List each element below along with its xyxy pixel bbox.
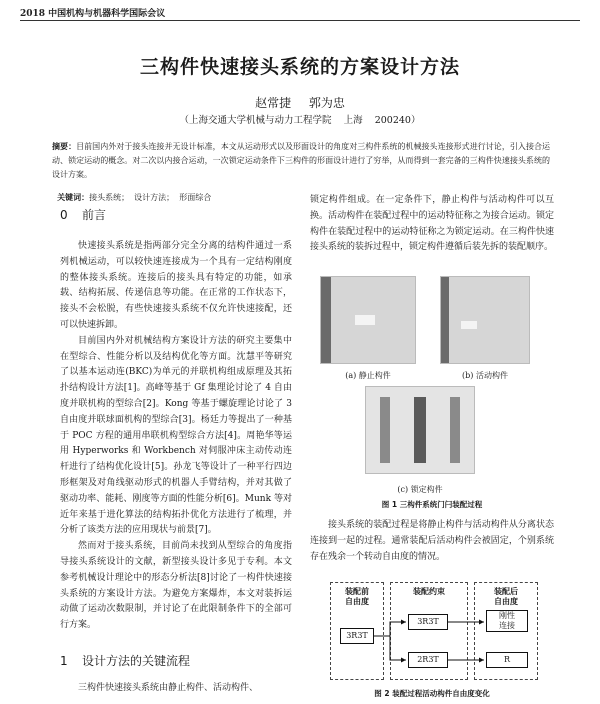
label-assembly-constraint: 装配约束 [413,586,445,596]
arrowhead-rigid [479,620,484,625]
section-0-paragraph-1: 快速接头系统是指两部分完全分离的结构件通过一系列机械运动，可以较快速连接成为一个具有一定结构刚度的整体接头系统。连接后的接头具有特定的功能，如承载、结构拓展、传递信息等功能。在正常的工作状态下，接头不会松脱，有些快速接头系统不仅允许快速接配，还可以快速拆卸。 [60,241,292,330]
box-2r3t-constraint: 2R3T [408,652,448,668]
left-column [60,206,292,634]
paper-title: 三构件快速接头系统的方案设计方法 [139,56,460,78]
right-paragraph-mid: 接头系统的装配过程是将静止构件与活动构件从分离状态连接到一起的过程。通常装配后活动构件会被固定，个别系统存在残余一个转动自由度的情况。 [310,520,554,562]
figure-1-title: 图 1 三构件系统门闩装配过程 [381,500,483,509]
figure-1-caption-c: (c) 锁定构件 [397,485,443,494]
arrow-to-2r3t [390,636,406,660]
panel-b-slot [461,321,477,329]
right-column-top [310,193,554,256]
authors [0,94,600,111]
label-after-dof: 装配后 自由度 [494,586,518,606]
section-1-number: 1 [60,654,68,668]
section-1-heading [60,652,292,669]
diagram-arrows [330,582,540,682]
affiliation: （上海交通大学机械与动力工程学院 上海 200240） [179,115,421,126]
section-0-heading [60,206,292,223]
abstract-label: 摘要： [52,142,77,151]
figure-1-panel-a [320,276,416,364]
figure-2-diagram [330,582,540,682]
section-0-paragraph-2: 目前国内外对机械结构方案设计方法的研究主要集中在型综合、性能分析以及结构优化等方面。沈慧平等研究了以基本运动连(BKC)为单元的并联机构组成原理及其拓扑结构设计方法[1]。高峰等基于 Gf 集理论讨论了 4 自由度并联机构的型综合[2]。Kong 等基于螺旋理论讨论了 3 自由度并联球面机构的型综合[3]。杨廷力等提出了一种基于 POC 方程的通用串联机构型综合方法[4]。周艳华等运用 Hyperworks 和 Workbench 对伺服冲床主动传动连杆进行了结构优化设计[5]。孙龙飞等设计了一种平行四边形框架及对角线驱动形式的机器人手臂结构，并对其做了驱动功率、能耗、刚度等方面的性能分析[6]。Munk 等对近年来基于进化算法的结构拓扑优化方法进行了梳理，并分析了该类方法的应用现状与前景[7]。 [60,335,292,536]
figure-1-caption-a: (a) 静止构件 [345,371,391,380]
abstract-text: 目前国内外对于接头连接并无设计标准，本文从运动形式以及形面设计的角度对三构件系统的机械接头连接形式进行讨论，引入接合运动、锁定运动的概念。对二次以内接合运动，一次锁定运动条件下三构件的形面设计进行了穷举，从而得到一套完备的三构件快速接头系统的设计方案。 [52,142,551,179]
arrowhead-3r3t [401,620,406,625]
figure-1-caption-b: (b) 活动构件 [462,371,508,380]
arrowhead-2r3t [401,658,406,663]
panel-c-bar-2 [414,397,426,463]
panel-c-bar-3 [450,397,460,463]
running-head: 2018 中国机构与机器科学国际会议 [20,9,166,19]
box-3r3t-initial: 3R3T [340,628,374,644]
section-1-title: 设计方法的关键流程 [82,654,191,668]
right-column-mid [310,518,554,565]
header-rule [20,20,580,21]
author-1: 赵常捷 [255,96,292,110]
panel-a-slot [355,315,375,325]
section-0-paragraph-3: 然而对于接头系统，目前尚未找到从型综合的角度指导接头系统设计的文献，新型接头设计多见于专利。本文参考机械设计理论中的形态分析法[8]讨论了一构件快速接头系统的方案设计方法。为避免方案爆炸，本文对装拆运动做了运动次数限制，并讨论了在此限制条件下的全部可行方案。 [60,541,292,631]
panel-b-bar [441,277,449,363]
box-r-residual: R [486,652,528,668]
figure-1-panel-c [365,386,475,474]
figure-1-panel-b [440,276,530,364]
section-0-number: 0 [60,208,68,222]
right-paragraph-top: 锁定构件组成。在一定条件下，静止构件与活动构件可以互换。活动构件在装配过程中的运动特征称之为接合运动。锁定构件在装配过程中的运动特征称之为锁定运动。在三构件快速接头系统的装拆过程中，锁定构件遵循后装先拆的装配顺序。 [310,195,554,253]
author-2: 郭为忠 [308,96,345,110]
left-column-bottom [60,652,292,697]
keywords-text: 接头系统； 设计方法； 形面综合 [89,193,212,202]
panel-c-bar-1 [380,397,390,463]
box-rigid-connection: 刚性 连接 [486,610,528,632]
keywords-label: 关键词： [57,193,90,202]
label-before-dof: 装配前 自由度 [345,586,369,606]
box-3r3t-constraint: 3R3T [408,614,448,630]
arrowhead-r [479,658,484,663]
panel-a-bar [321,277,331,363]
section-1-paragraph-1: 三构件快速接头系统由静止构件、活动构件、 [78,683,259,693]
section-0-title: 前言 [82,208,107,222]
abstract [52,140,550,182]
figure-2-title: 图 2 装配过程活动构件自由度变化 [374,689,490,698]
